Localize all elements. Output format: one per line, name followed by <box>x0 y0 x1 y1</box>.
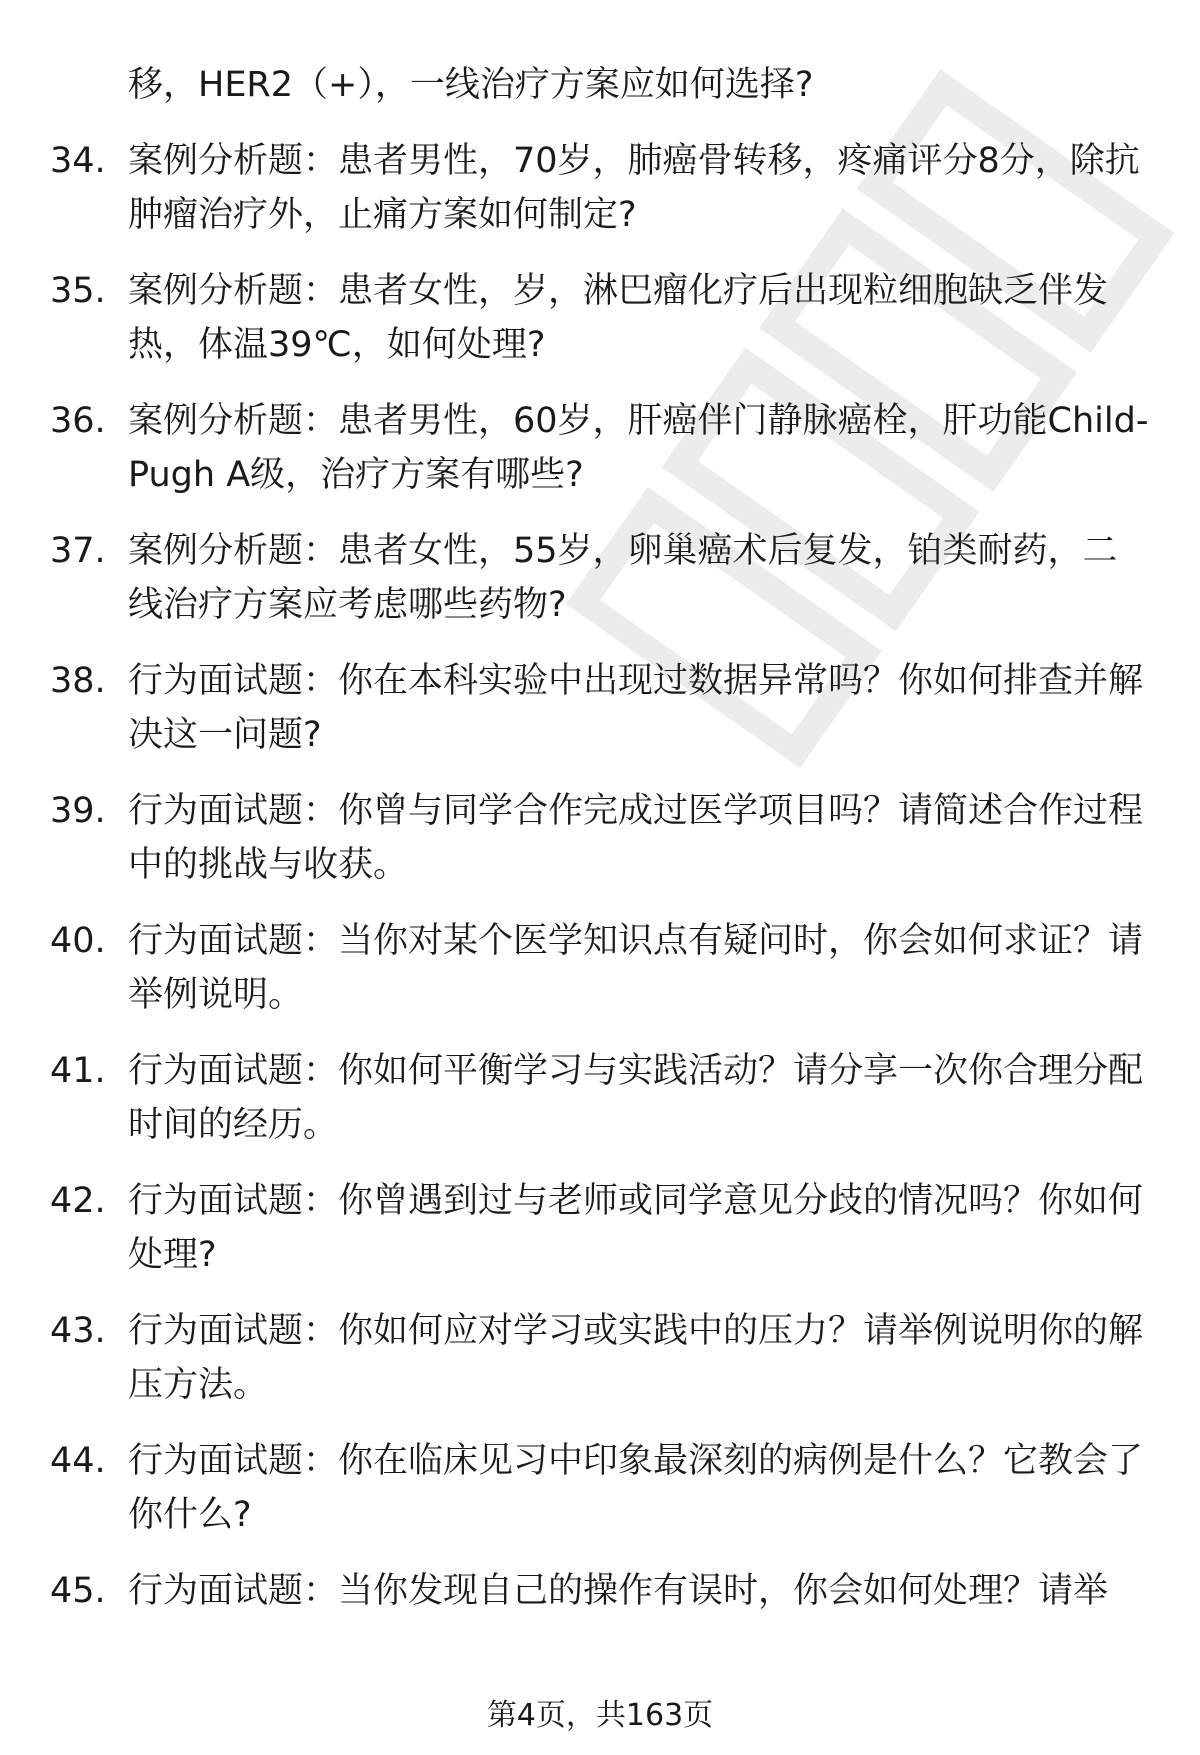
question-text: 行为面试题：你如何平衡学习与实践活动？请分享一次你合理分配时间的经历。 <box>128 1051 1144 1145</box>
question-text: 行为面试题：你在临床见习中印象最深刻的病例是什么？它教会了你什么? <box>128 1441 1144 1535</box>
question-number: 37. <box>50 531 106 571</box>
question-item <box>50 134 1150 242</box>
question-number: 41. <box>50 1051 106 1091</box>
question-text: 案例分析题：患者男性，70岁，肺癌骨转移，疼痛评分8分，除抗肿瘤治疗外，止痛方案如何制定? <box>128 141 1140 235</box>
question-text: 案例分析题：患者女性，岁，淋巴瘤化疗后出现粒细胞缺乏伴发热，体温39℃，如何处理? <box>128 271 1109 365</box>
question-number: 39. <box>50 791 106 831</box>
question-number: 40. <box>50 921 106 961</box>
question-item <box>50 394 1150 502</box>
question-number: 36. <box>50 401 106 441</box>
question-number: 44. <box>50 1441 106 1481</box>
question-item <box>50 1564 1150 1618</box>
question-item <box>50 524 1150 632</box>
question-number: 45. <box>50 1571 106 1611</box>
question-number: 42. <box>50 1181 106 1221</box>
question-text: 行为面试题：你曾与同学合作完成过医学项目吗？请简述合作过程中的挑战与收获。 <box>128 791 1144 885</box>
question-item <box>50 784 1150 892</box>
question-text: 行为面试题：当你对某个医学知识点有疑问时，你会如何求证？请举例说明。 <box>128 921 1144 1015</box>
question-number: 43. <box>50 1311 106 1351</box>
question-text: 案例分析题：患者女性，55岁，卵巢癌术后复发，铂类耐药，二线治疗方案应考虑哪些药物? <box>128 531 1118 625</box>
question-item <box>50 1044 1150 1152</box>
continued-question-text: 移，HER2（+），一线治疗方案应如何选择? <box>128 65 814 105</box>
question-item <box>50 264 1150 372</box>
question-number: 35. <box>50 271 106 311</box>
page-footer: 第4页，共163页 <box>486 1698 714 1733</box>
question-item <box>50 1304 1150 1412</box>
question-text: 案例分析题：患者男性，60岁，肝癌伴门静脉癌栓，肝功能Child-Pugh A级，治疗方案有哪些? <box>128 401 1149 495</box>
question-item <box>50 1434 1150 1542</box>
question-item <box>50 654 1150 762</box>
question-number: 34. <box>50 141 106 181</box>
question-number: 38. <box>50 661 106 701</box>
question-list <box>50 58 1150 1640</box>
question-text: 行为面试题：你如何应对学习或实践中的压力？请举例说明你的解压方法。 <box>128 1311 1144 1405</box>
question-text: 行为面试题：你在本科实验中出现过数据异常吗？你如何排查并解决这一问题? <box>128 661 1144 755</box>
question-text: 行为面试题：当你发现自己的操作有误时，你会如何处理？请举 <box>128 1571 1109 1611</box>
question-text: 行为面试题：你曾遇到过与老师或同学意见分歧的情况吗？你如何处理? <box>128 1181 1144 1275</box>
question-item <box>50 914 1150 1022</box>
question-item <box>50 1174 1150 1282</box>
